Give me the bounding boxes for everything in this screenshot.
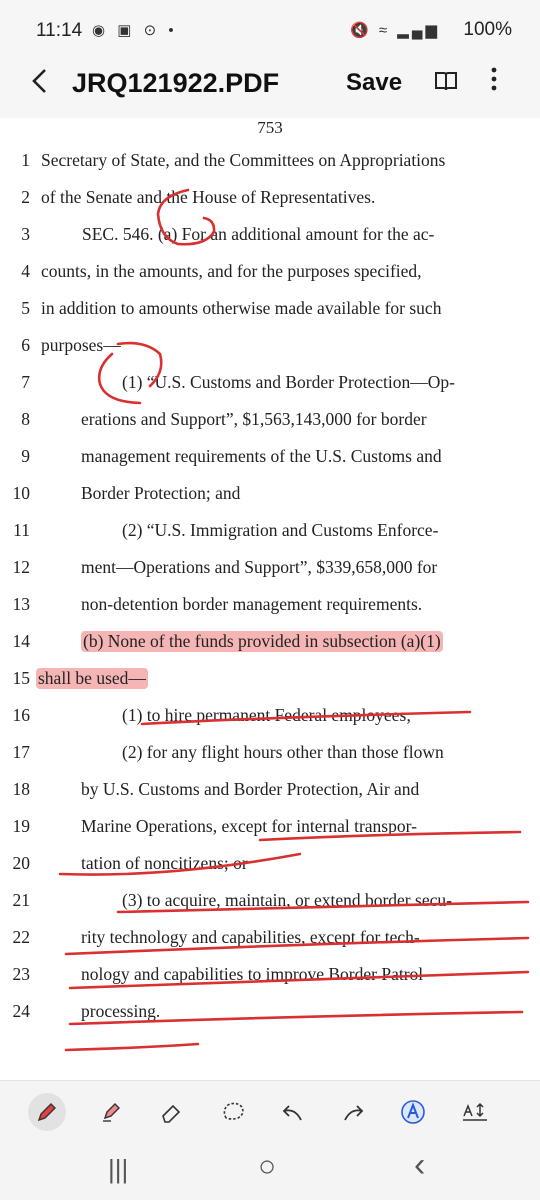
line-text: ment—Operations and Support”, $339,658,000 for bbox=[81, 557, 438, 577]
line-text: management requirements of the U.S. Customs and bbox=[81, 446, 442, 466]
battery-level: 100% bbox=[463, 19, 512, 40]
line-number: 9 bbox=[21, 446, 30, 466]
book-view-icon[interactable] bbox=[434, 70, 458, 90]
redo-icon[interactable] bbox=[334, 1093, 372, 1131]
line-number: 23 bbox=[12, 964, 30, 984]
document-line bbox=[0, 335, 540, 372]
document-line bbox=[0, 483, 540, 520]
line-number: 14 bbox=[12, 631, 30, 651]
line-text: purposes— bbox=[41, 335, 121, 355]
line-number: 16 bbox=[12, 705, 30, 725]
line-number: 20 bbox=[12, 853, 30, 873]
line-number: 11 bbox=[13, 520, 30, 540]
line-text: Marine Operations, except for internal transpor- bbox=[81, 816, 417, 836]
document-line bbox=[0, 779, 540, 816]
line-number: 24 bbox=[12, 1001, 30, 1021]
highlighted-text: shall be used— bbox=[38, 668, 146, 688]
text-format-icon[interactable] bbox=[456, 1093, 494, 1131]
document-title: JRQ121922.PDF bbox=[72, 68, 280, 98]
line-text: (3) to acquire, maintain, or extend border secu- bbox=[122, 890, 452, 910]
annotation-toolbar bbox=[0, 1080, 540, 1143]
line-number: 7 bbox=[21, 372, 30, 392]
line-number: 19 bbox=[12, 816, 30, 836]
notification-icons: ◉ ▣ ⊙ • bbox=[92, 22, 178, 39]
line-number: 6 bbox=[21, 335, 30, 355]
line-text: counts, in the amounts, and for the purposes specified, bbox=[41, 261, 422, 281]
document-line bbox=[0, 816, 540, 853]
line-text: in addition to amounts otherwise made available for such bbox=[41, 298, 442, 318]
line-number: 17 bbox=[12, 742, 30, 762]
line-text: nology and capabilities to improve Border Patrol bbox=[81, 964, 424, 984]
document-line bbox=[0, 742, 540, 779]
document-line bbox=[0, 261, 540, 298]
line-text: of the Senate and the House of Representatives. bbox=[41, 187, 376, 207]
document-line bbox=[0, 631, 540, 668]
line-number: 1 bbox=[21, 150, 30, 170]
line-text: (2) “U.S. Immigration and Customs Enforce- bbox=[122, 520, 439, 540]
pdf-page[interactable] bbox=[0, 118, 540, 1080]
system-icons: 🔇 ≈ ▂▄▆ bbox=[350, 22, 440, 39]
back-icon[interactable] bbox=[30, 66, 50, 104]
recent-apps-button[interactable]: ||| bbox=[108, 1154, 129, 1184]
document-line bbox=[0, 372, 540, 409]
line-number: 4 bbox=[21, 261, 30, 281]
line-number: 15 bbox=[12, 668, 30, 688]
line-text: erations and Support”, $1,563,143,000 for border bbox=[81, 409, 427, 429]
lasso-icon[interactable] bbox=[214, 1093, 252, 1131]
page-number: 753 bbox=[257, 118, 283, 137]
line-text: rity technology and capabilities, except for tech- bbox=[81, 927, 420, 947]
line-number: 3 bbox=[21, 224, 30, 244]
app-bar bbox=[0, 62, 540, 118]
line-text: Secretary of State, and the Committees on Appropriations bbox=[41, 150, 446, 170]
document-line bbox=[0, 409, 540, 446]
line-number: 8 bbox=[21, 409, 30, 429]
line-text: (1) “U.S. Customs and Border Protection—Op- bbox=[122, 372, 455, 392]
document-line bbox=[0, 927, 540, 964]
line-text: SEC. 546. (a) For an additional amount for the ac- bbox=[82, 224, 435, 244]
document-line bbox=[0, 520, 540, 557]
status-bar bbox=[0, 0, 540, 62]
eraser-icon[interactable] bbox=[152, 1093, 190, 1131]
document-line bbox=[0, 150, 540, 187]
document-line bbox=[0, 668, 540, 705]
highlighted-text: (b) None of the funds provided in subsection (a)(1) bbox=[83, 631, 441, 651]
document-line bbox=[0, 964, 540, 1001]
line-number: 5 bbox=[21, 298, 30, 318]
document-line bbox=[0, 557, 540, 594]
home-button[interactable]: ○ bbox=[258, 1150, 277, 1183]
line-text: by U.S. Customs and Border Protection, Air and bbox=[81, 779, 420, 799]
document-line bbox=[0, 298, 540, 335]
more-options-icon[interactable] bbox=[490, 66, 498, 99]
line-number: 10 bbox=[12, 483, 30, 503]
status-time: 11:14 bbox=[36, 20, 83, 41]
line-text: (1) to hire permanent Federal employees; bbox=[122, 705, 412, 725]
document-line bbox=[0, 890, 540, 927]
line-text: (2) for any flight hours other than those flown bbox=[122, 742, 444, 762]
line-number: 21 bbox=[12, 890, 30, 910]
document-line bbox=[0, 594, 540, 631]
document-line bbox=[0, 224, 540, 261]
line-number: 22 bbox=[12, 927, 30, 947]
line-number: 13 bbox=[12, 594, 30, 614]
line-text: processing. bbox=[81, 1001, 161, 1021]
highlighter-icon[interactable] bbox=[92, 1093, 130, 1131]
pen-icon[interactable] bbox=[28, 1093, 66, 1131]
document-line bbox=[0, 1001, 540, 1038]
line-number: 2 bbox=[21, 187, 30, 207]
document-line bbox=[0, 446, 540, 483]
line-text: Border Protection; and bbox=[81, 483, 241, 503]
line-number: 18 bbox=[12, 779, 30, 799]
text-style-icon[interactable] bbox=[394, 1093, 432, 1131]
navigation-bar bbox=[0, 1142, 540, 1200]
line-text: tation of noncitizens; or bbox=[81, 853, 248, 873]
document-line bbox=[0, 187, 540, 224]
line-number: 12 bbox=[12, 557, 30, 577]
document-line bbox=[0, 853, 540, 890]
document-line bbox=[0, 705, 540, 742]
line-text: non-detention border management requirements. bbox=[81, 594, 423, 614]
nav-back-button[interactable]: ‹ bbox=[414, 1146, 426, 1184]
undo-icon[interactable] bbox=[274, 1093, 312, 1131]
save-button[interactable]: Save bbox=[346, 69, 403, 96]
